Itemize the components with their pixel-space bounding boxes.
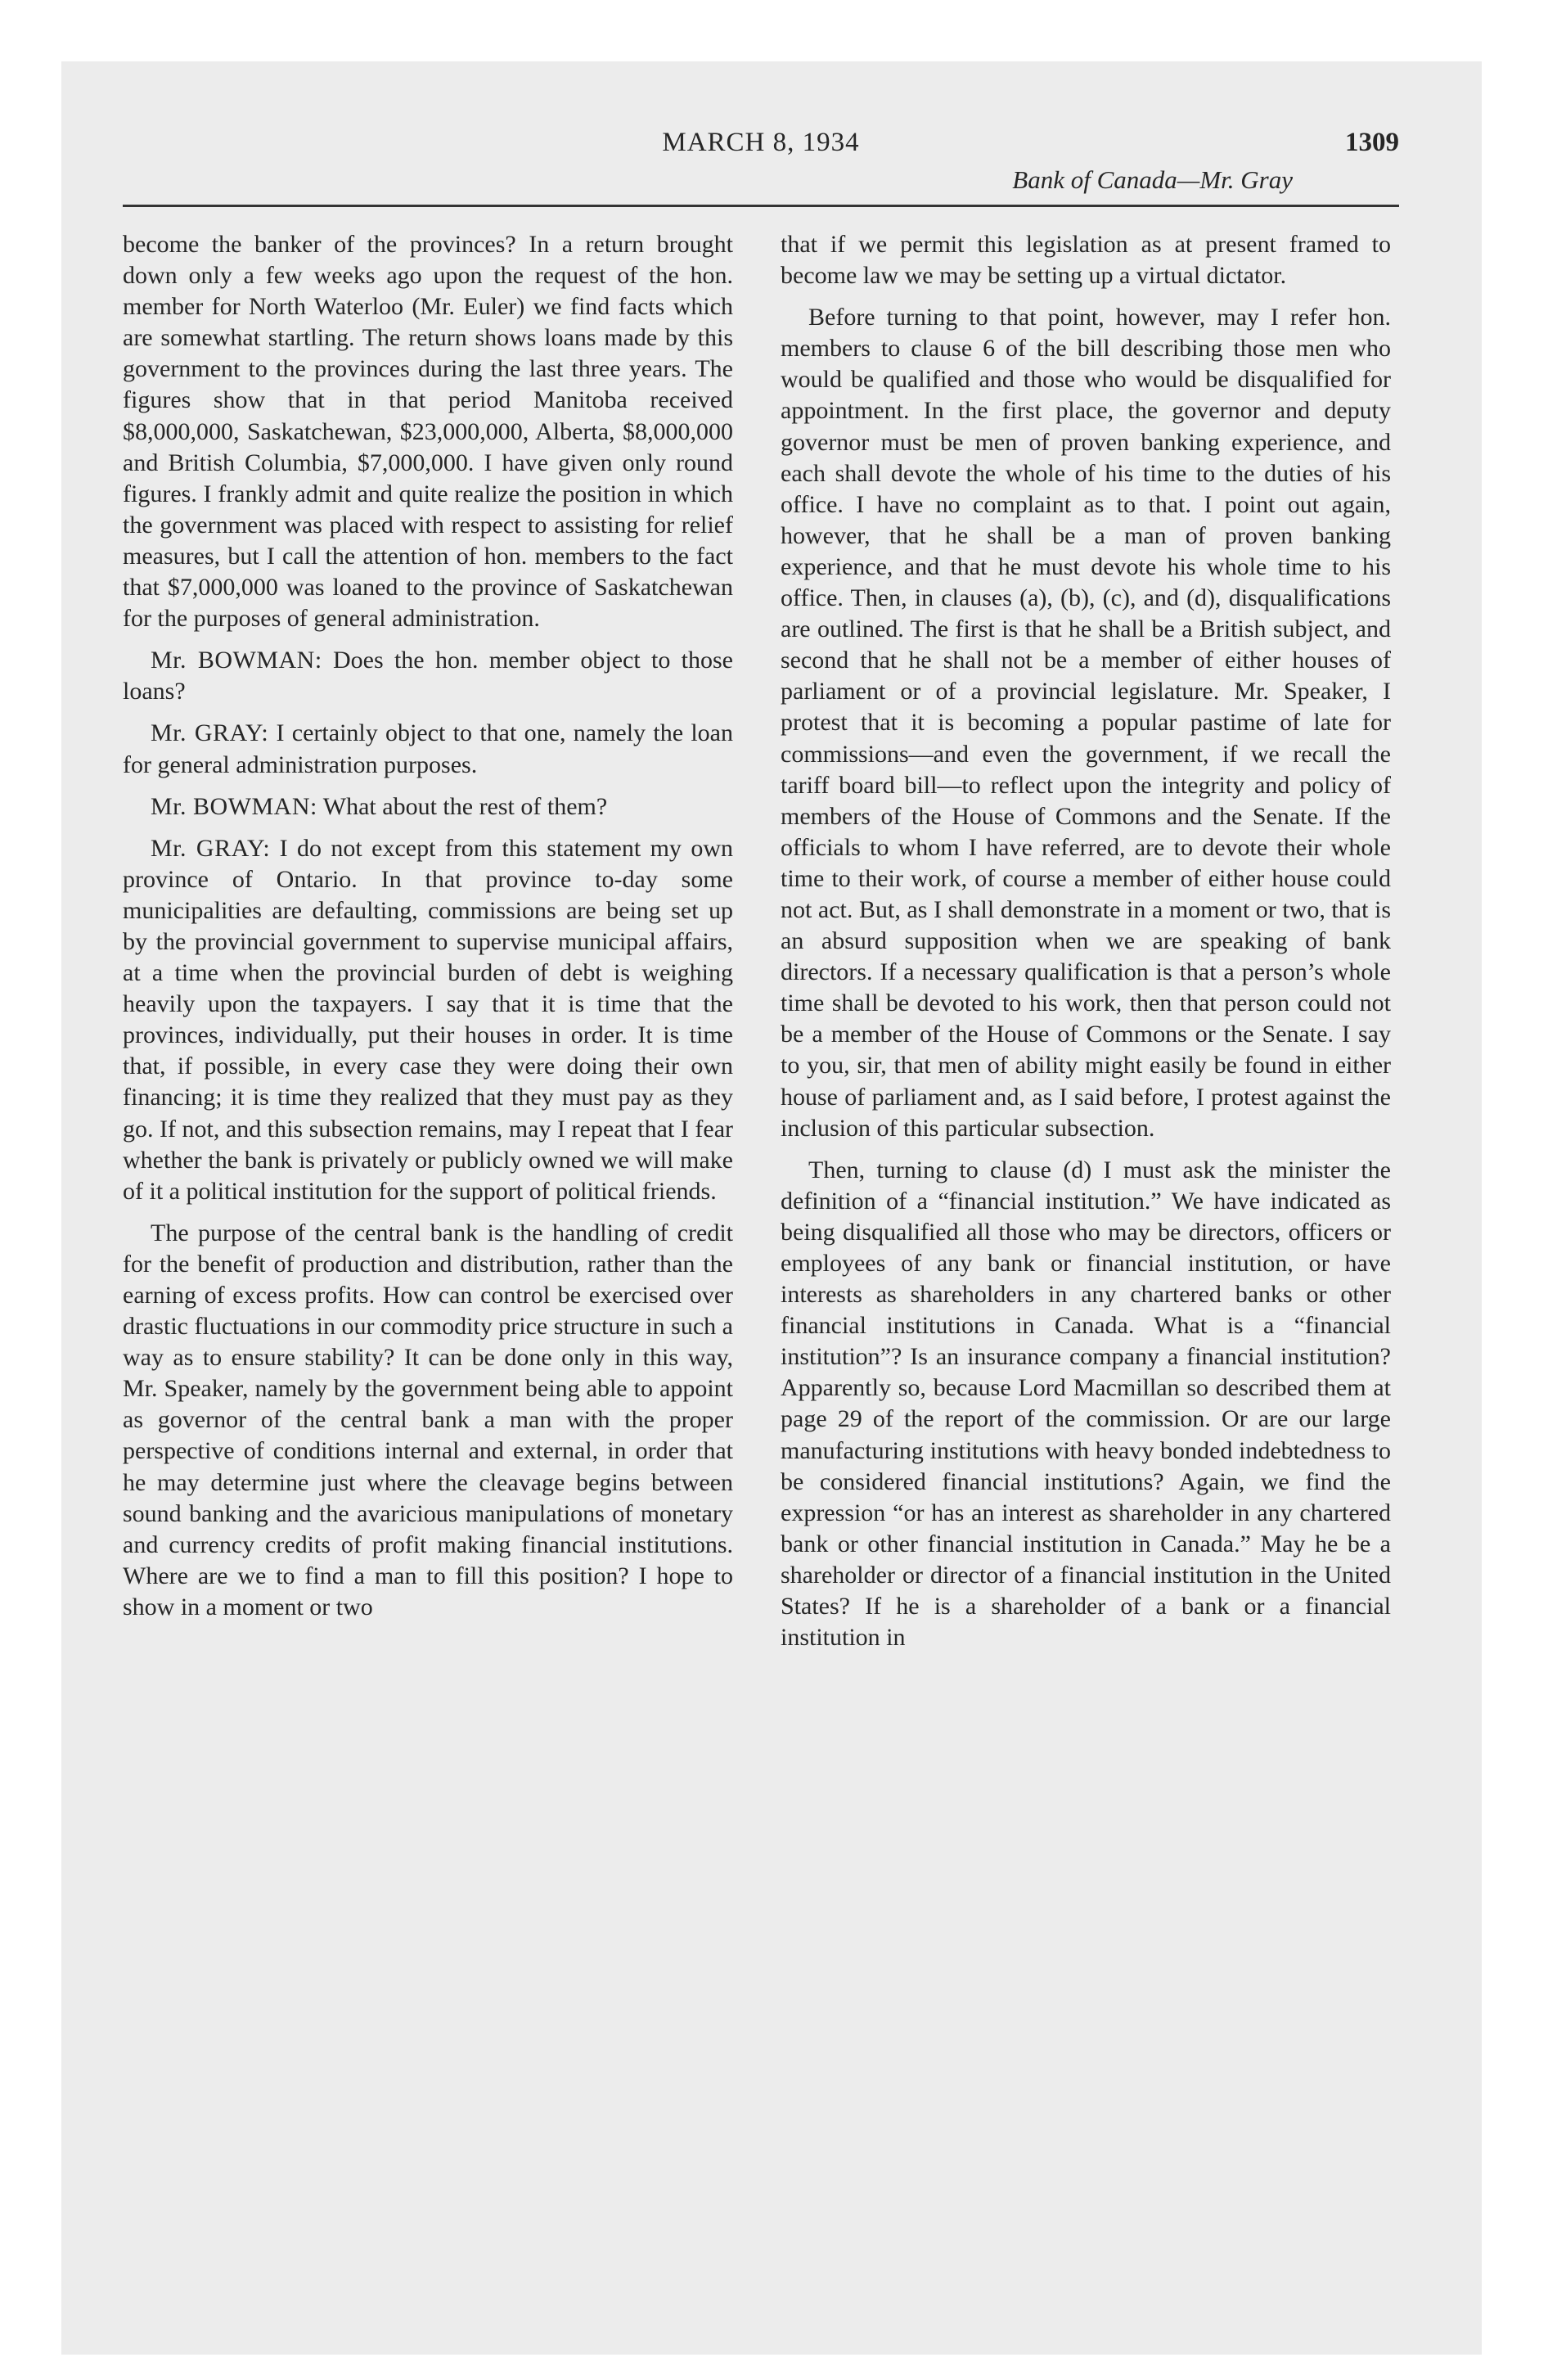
right-column xyxy=(781,229,1391,1664)
left-column xyxy=(123,229,733,1634)
speaker-name: Mr. GRAY: xyxy=(151,719,269,747)
speaker-name: Mr. BOWMAN: xyxy=(151,647,322,674)
speech-text: Does the hon. member object to those loans? xyxy=(123,647,733,705)
paragraph xyxy=(123,718,733,780)
header-rule xyxy=(123,205,1399,207)
speech-text: I certainly object to that one, namely the loan for general administration purposes. xyxy=(123,719,733,778)
speaker-name: Mr. GRAY: xyxy=(151,834,271,862)
paragraph: that if we permit this legislation as at present framed to become law we may be setting up a virtual dictator. xyxy=(781,231,1391,290)
speech-text: What about the rest of them? xyxy=(317,792,608,820)
page-date: MARCH 8, 1934 xyxy=(662,128,860,157)
paragraph: Before turning to that point, however, may I refer hon. members to clause 6 of the bill describing those men who would be qualified and those who would be disqualified for appointment. In the first place, the governor and deputy governor must be men of proven banking experience, and each shall devote the whole of his time to the duties of his office. I have no complaint as to that. I point out again, however, that he shall be a man of proven banking experience, and that he must devote his whole time to his office. Then, in clauses (a), (b), (c), and (d), disqualifications are outlined. The first is that he shall be a British subject, and second that he shall not be a member of either houses of parliament or of a provincial legislature. Mr. Speaker, I protest that it is becoming a popular pastime of late for commissions—and even the government, if we recall the tariff board bill—to reflect upon the integrity and policy of members of the House of Commons and the Senate. If the officials to whom I have referred, are to devote their whole time to their work, of course a member of either house could not act. But, as I shall demonstrate in a moment or two, that is an absurd supposition when we are speaking of bank directors. If a necessary qualification is that a person’s whole time shall be devoted to his work, then that person could not be a member of the House of Commons or the Senate. I say to you, sir, that men of ability might easily be found in either house of parliament and, as I said before, I protest against the inclusion of this particular subsection. xyxy=(781,304,1391,1142)
paragraph xyxy=(123,645,733,707)
paragraph xyxy=(123,833,733,1207)
speaker-name: Mr. BOWMAN: xyxy=(151,792,317,820)
hansard-page xyxy=(123,115,1399,2275)
paragraph xyxy=(123,791,733,823)
speech-text: I do not except from this statement my own province of Ontario. In that province to-day some municipalities are defaulting, commissions are being set up by the provincial government to supervise municipal affairs, at a time when the provincial burden of debt is weighing heavily upon the taxpayers. I say that it is time that the provinces, individually, put their houses in order. It is time that, if possible, in every case they were doing their own financing; it is time they realized that they must pay as they go. If not, and this subsection remains, may I repeat that I fear whether the bank is privately or publicly owned we will make of it a political institution for the support of political friends. xyxy=(123,834,733,1205)
paragraph: become the banker of the provinces? In a return brought down only a few weeks ago upon the request of the hon. member for North Waterloo (Mr. Euler) we find facts which are somewhat startling. The return shows loans made by this government to the provinces during the last three years. The figures show that in that period Manitoba received $8,000,000, Saskatchewan, $23,000,000, Alberta, $8,000,000 and British Columbia, $7,000,000. I have given only round figures. I frankly admit and quite realize the position in which the government was placed with respect to assisting for relief measures, but I call the attention of hon. members to the fact that $7,000,000 was loaned to the province of Saskatchewan for the purposes of general administration. xyxy=(123,231,733,633)
paragraph: Then, turning to clause (d) I must ask the minister the definition of a “financial institution.” We have indicated as being disqualified all those who may be directors, officers or employees of any bank or financial institution, or have interests as shareholders in any chartered banks or other financial institutions in Canada. What is a “financial institution”? Is an insurance company a financial institution? Apparently so, because Lord Macmillan so described them at page 29 of the report of the commission. Or are our large manufacturing institutions with heavy bonded indebtedness to be considered financial institutions? Again, we find the expression “or has an interest as shareholder in any chartered bank or other financial institution in Canada.” May he be a shareholder or director of a financial institution in the United States? If he is a shareholder of a bank or a financial institution in xyxy=(781,1156,1391,1652)
page-number: 1309 xyxy=(1345,128,1399,157)
running-title: Bank of Canada—Mr. Gray xyxy=(1012,165,1293,194)
paragraph: The purpose of the central bank is the handling of credit for the benefit of production and distribution, rather than the earning of excess profits. How can control be exercised over drastic fluctuations in our commodity price structure in such a way as to ensure stability? It can be done only in this way, Mr. Speaker, namely by the government being able to appoint as governor of the central bank a man with the proper perspective of conditions internal and external, in order that he may determine just where the cleavage begins between sound banking and the avaricious manipulations of monetary and currency credits of profit making financial institutions. Where are we to find a man to fill this position? I hope to show in a moment or two xyxy=(123,1219,733,1620)
